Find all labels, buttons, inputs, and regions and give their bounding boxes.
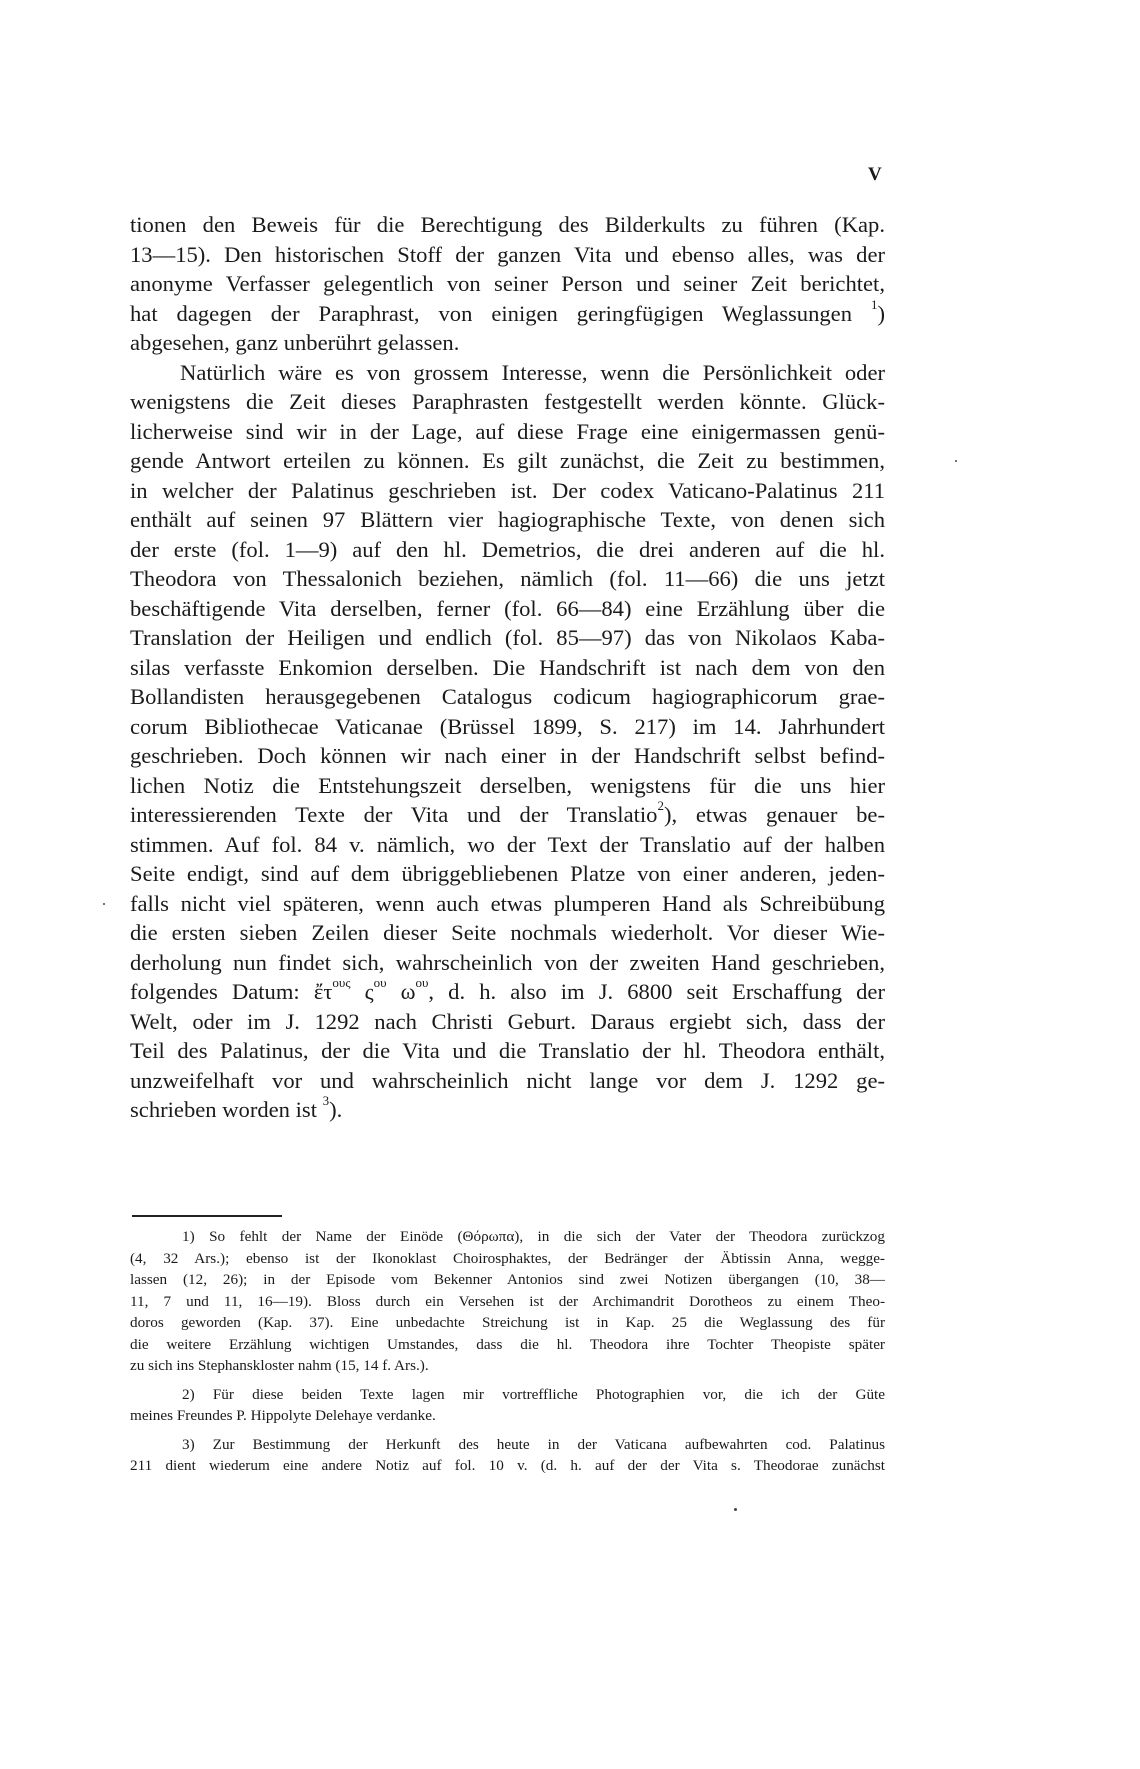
- footnote-line: doros geworden (Kap. 37). Eine unbedachte Streichung ist in Kap. 25 die Weglassung des für: [130, 1314, 885, 1331]
- body-line: lichen Notiz die Entstehungszeit derselben, wenigstens für die uns hier: [130, 772, 885, 798]
- greek-date: [313, 975, 429, 1004]
- footnote-line: 3) Zur Bestimmung der Herkunft des heute in der Vaticana aufbewahrten cod. Palatinus: [182, 1435, 885, 1453]
- greek-date-part: ω: [400, 979, 416, 1004]
- body-line-tail: ).: [329, 1097, 343, 1122]
- body-line: abgesehen, ganz unberührt gelassen.: [130, 330, 460, 355]
- footnote-ref: 2: [657, 798, 664, 814]
- page-number: V: [868, 164, 882, 185]
- footnote-line: zu sich ins Stephanskloster nahm (15, 14 f. Ars.).: [130, 1357, 429, 1374]
- body-line: silas verfasste Enkomion derselben. Die Handschrift ist nach dem von den: [130, 654, 885, 680]
- body-line: anonyme Verfasser gelegentlich von seiner Person und seiner Zeit berichtet,: [130, 271, 885, 296]
- footnote-line: 211 dient wiederum eine andere Notiz auf fol. 10 v. (d. h. auf der der Vita s. Theodorae zunächst: [130, 1457, 885, 1474]
- body-line-tail: ), etwas genauer be-: [663, 802, 885, 827]
- body-text: [130, 210, 885, 1125]
- body-line: geschrieben. Doch können wir nach einer in der Handschrift selbst befind-: [130, 743, 885, 768]
- footnote-line: 2) Für diese beiden Texte lagen mir vortreffliche Photographien vor, die ich der Güte: [182, 1385, 885, 1403]
- body-line-text: interessierenden Texte der Vita und der Translatio: [130, 802, 658, 827]
- greek-date-part: ς: [364, 979, 374, 1004]
- body-line: [130, 800, 885, 830]
- footnote-line: 1) So fehlt der Name der Einöde (Θόρωπα), in die sich der Vater der Theodora zurückzog: [182, 1228, 885, 1245]
- body-line: Theodora von Thessalonich beziehen, nämlich (fol. 11—66) die uns jetzt: [130, 566, 885, 591]
- body-line: Natürlich wäre es von grossem Interesse, wenn die Persönlichkeit oder: [180, 359, 885, 385]
- body-line-tail: , d. h. also im J. 6800 seit Erschaffung der: [428, 979, 885, 1004]
- body-line: der erste (fol. 1—9) auf den hl. Demetrios, die drei anderen auf die hl.: [130, 536, 885, 562]
- body-line: [130, 977, 885, 1007]
- footnote-line: meines Freundes P. Hippolyte Delehaye verdanke.: [130, 1407, 436, 1424]
- greek-date-sup: ου: [373, 975, 387, 991]
- body-line: Seite endigt, sind auf dem übriggebliebenen Platze von einer anderen, jeden-: [130, 861, 885, 886]
- footnotes: [130, 1226, 885, 1477]
- body-line: corum Bibliothecae Vaticanae (Brüssel 1899, S. 217) im 14. Jahrhundert: [130, 713, 885, 739]
- body-line: derholung nun findet sich, wahrscheinlich von der zweiten Hand geschrieben,: [130, 949, 885, 975]
- body-line-text: schrieben worden ist: [130, 1097, 317, 1122]
- body-line: enthält auf seinen 97 Blättern vier hagiographische Texte, von denen sich: [130, 507, 885, 532]
- body-line: in welcher der Palatinus geschrieben ist. Der codex Vaticano-Palatinus 211: [130, 477, 885, 503]
- footnote-line: die weitere Erzählung wichtigen Umstandes, dass die hl. Theodora ihre Tochter Theopiste später: [130, 1335, 885, 1353]
- body-line: licherweise sind wir in der Lage, auf diese Frage eine einigermassen genü-: [130, 418, 885, 444]
- greek-date-sup: ους: [332, 975, 351, 991]
- body-line: die ersten sieben Zeilen dieser Seite nochmals wiederholt. Vor dieser Wie-: [130, 920, 885, 945]
- body-line: hat dagegen der Paraphrast, von einigen geringfügigen Weglassungen $^1$): [130, 296, 885, 326]
- body-line: stimmen. Auf fol. 84 v. nämlich, wo der Text der Translatio auf der halben: [130, 831, 885, 857]
- body-line: [130, 1095, 885, 1125]
- body-line: falls nicht viel späteren, wenn auch etwas plumperen Hand als Schreibübung: [130, 890, 885, 916]
- body-line: wenigstens die Zeit dieses Paraphrasten festgestellt werden könnte. Glück-: [130, 389, 885, 414]
- greek-date-part: ἔτ: [313, 979, 333, 1004]
- body-line: beschäftigende Vita derselben, ferner (fol. 66—84) eine Erzählung über die: [130, 595, 885, 621]
- scan-speck: [734, 1508, 737, 1511]
- body-line: Teil des Palatinus, der die Vita und die Translatio der hl. Theodora enthält,: [130, 1038, 885, 1063]
- body-line: Welt, oder im J. 1292 nach Christi Geburt. Daraus ergiebt sich, dass der: [130, 1008, 885, 1034]
- footnote-line: (4, 32 Ars.); ebenso ist der Ikonoklast Choirosphaktes, der Bedränger der Äbtissin Anna, wegge-: [130, 1249, 885, 1267]
- scan-speck: [955, 460, 957, 462]
- body-line: unzweifelhaft vor und wahrscheinlich nicht lange vor dem J. 1292 ge-: [130, 1067, 885, 1093]
- footnote-line: 11, 7 und 11, 16—19). Bloss durch ein Versehen ist der Archimandrit Dorotheos zu einem Theo-: [130, 1292, 885, 1310]
- body-line: Bollandisten herausgegebenen Catalogus codicum hagiographicorum grae-: [130, 684, 885, 709]
- body-line: gende Antwort erteilen zu können. Es gilt zunächst, die Zeit zu bestimmen,: [130, 448, 885, 473]
- body-line: tionen den Beweis für die Berechtigung des Bilderkults zu führen (Kap.: [130, 212, 885, 237]
- footnote-ref: 1: [870, 296, 878, 312]
- footnote-divider: [132, 1215, 282, 1217]
- footnote-ref: 3: [322, 1093, 330, 1109]
- body-line: Translation der Heiligen und endlich (fol. 85—97) das von Nikolaos Kaba-: [130, 625, 885, 650]
- body-line-text: hat dagegen der Paraphrast, von einigen geringfügigen Weglassungen: [130, 300, 853, 326]
- greek-date-sup: ου: [415, 975, 429, 991]
- scan-speck: [103, 903, 105, 905]
- body-line: 13—15). Den historischen Stoff der ganzen Vita und ebenso alles, was der: [130, 241, 885, 267]
- footnote-line: lassen (12, 26); in der Episode vom Bekenner Antonios sind zwei Notizen übergangen (10, 38—: [130, 1271, 885, 1288]
- body-line-text: folgendes Datum:: [130, 979, 300, 1004]
